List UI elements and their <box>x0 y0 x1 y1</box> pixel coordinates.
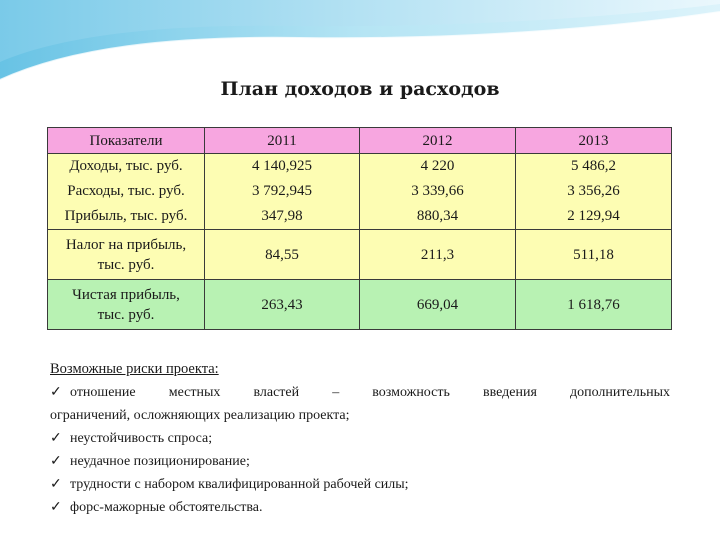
row-label <box>48 230 205 280</box>
cell-value: 263,43 <box>205 280 360 330</box>
table-row-net-profit <box>48 280 672 330</box>
risk-text: трудности с набором квалифицированной рабочей силы; <box>70 477 409 492</box>
page-title: План доходов и расходов <box>220 78 500 100</box>
cell-value: 347,98 <box>205 204 360 230</box>
risk-text: неустойчивость спроса; <box>70 431 213 446</box>
row-label: Прибыль, тыс. руб. <box>48 204 205 230</box>
risks-section <box>50 358 670 519</box>
table-row-tax <box>48 230 672 280</box>
row-label-line: Налог на прибыль, <box>65 236 187 253</box>
row-label: Доходы, тыс. руб. <box>48 154 205 179</box>
cell-value: 211,3 <box>360 230 516 280</box>
cell-value: 1 618,76 <box>516 280 672 330</box>
row-label <box>48 280 205 330</box>
table-header-row <box>48 128 672 154</box>
cell-value: 511,18 <box>516 230 672 280</box>
risk-item <box>50 496 670 519</box>
row-label-line: тыс. руб. <box>97 256 155 273</box>
header-cell-indicator: Показатели <box>48 128 205 154</box>
row-label: Расходы, тыс. руб. <box>48 179 205 204</box>
checkmark-icon: ✓ <box>50 500 62 515</box>
cell-value: 880,34 <box>360 204 516 230</box>
table-row-income <box>48 154 672 179</box>
risk-item-continuation: ограничений, осложняющих реализацию проекта; <box>50 408 350 423</box>
header-cell-2012: 2012 <box>360 128 516 154</box>
row-label-line: Чистая прибыль, <box>72 286 180 303</box>
risk-text: форс-мажорные обстоятельства. <box>70 500 263 515</box>
cell-value: 3 792,945 <box>205 179 360 204</box>
risk-item <box>50 473 670 496</box>
table-row-profit <box>48 204 672 230</box>
cell-value: 669,04 <box>360 280 516 330</box>
cell-value: 3 356,26 <box>516 179 672 204</box>
cell-value: 2 129,94 <box>516 204 672 230</box>
cell-value: 5 486,2 <box>516 154 672 179</box>
checkmark-icon: ✓ <box>50 431 62 446</box>
header-wave-decoration <box>0 0 720 90</box>
header-cell-2013: 2013 <box>516 128 672 154</box>
risk-item <box>50 427 670 450</box>
cell-value: 4 220 <box>360 154 516 179</box>
income-expense-table <box>47 127 672 330</box>
risk-item <box>50 381 670 404</box>
cell-value: 84,55 <box>205 230 360 280</box>
row-label-line: тыс. руб. <box>97 306 155 323</box>
checkmark-icon: ✓ <box>50 477 62 492</box>
checkmark-icon: ✓ <box>50 385 62 400</box>
table-row-expenses <box>48 179 672 204</box>
cell-value: 4 140,925 <box>205 154 360 179</box>
cell-value: 3 339,66 <box>360 179 516 204</box>
risk-text: отношение местных властей – возможность введения дополнительных <box>70 385 670 400</box>
header-cell-2011: 2011 <box>205 128 360 154</box>
checkmark-icon: ✓ <box>50 454 62 469</box>
risk-text: неудачное позиционирование; <box>70 454 250 469</box>
risks-heading: Возможные риски проекта: <box>50 361 219 377</box>
risk-item <box>50 450 670 473</box>
